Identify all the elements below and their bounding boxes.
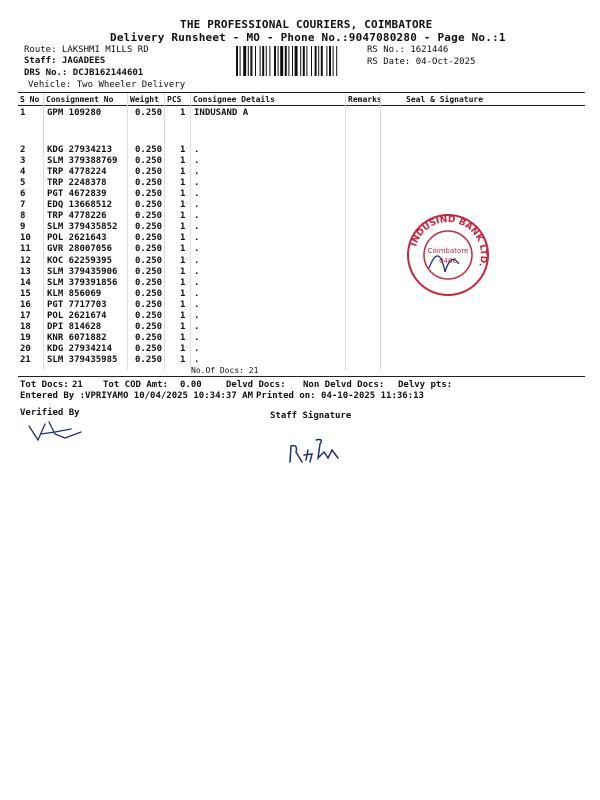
col-pcs: PCS [167,95,182,104]
row-consignee-details: . [194,189,200,200]
company-name: THE PROFESSIONAL COURIERS, COIMBATORE [180,18,433,31]
col-consignee: Consignee Details [193,95,275,104]
row-consignment-no: SLM 379435852 [47,222,118,233]
row-weight: 0.250 [135,233,163,244]
row-consignee-details: . [194,222,200,233]
row-pcs: 1 [180,343,186,354]
staff-label: Staff: JAGADEES [24,56,106,66]
table-row [0,108,600,119]
row-consignee-details: . [194,266,200,277]
row-consignee-details: . [194,200,200,211]
row-consignment-no: KNR 6071882 [47,332,107,343]
row-pcs: 1 [180,299,186,310]
row-consignment-no: PGT 4672839 [47,189,107,200]
table-row [0,300,600,311]
col-seal-signature: Seal & Signature [406,95,484,104]
row-consignee-details: . [194,244,200,255]
tot-cod-label: Tot COD Amt: [103,380,169,390]
table-bottom-rule [18,376,585,377]
row-consignee-details: . [194,310,200,321]
row-sno: 15 [20,288,31,299]
stamp-inner-text-1: Coimbatore [427,247,469,255]
row-sno: 19 [20,332,31,343]
row-weight: 0.250 [135,266,163,277]
row-weight: 0.250 [135,211,163,222]
row-consignee-details: . [194,277,200,288]
row-consignment-no: POL 2621643 [47,233,107,244]
row-consignee-details: . [194,233,200,244]
row-sno: 8 [20,211,26,222]
verified-by-label: Verified By [20,408,80,418]
row-weight: 0.250 [135,332,163,343]
row-consignment-no: KOC 62259395 [47,255,113,266]
row-consignment-no: SLM 379435906 [47,266,118,277]
staff-signature-label: Staff Signature [270,411,352,421]
table-row [0,145,600,156]
col-consignment: Consignment No [46,95,114,104]
row-pcs: 1 [180,211,186,222]
row-consignment-no: PGT 7717703 [47,299,107,310]
row-sno: 13 [20,266,31,277]
row-consignment-no: KDG 27934214 [47,343,113,354]
row-pcs: 1 [180,222,186,233]
table-row [0,222,600,233]
row-pcs: 1 [180,354,186,365]
row-weight: 0.250 [135,277,163,288]
row-sno: 4 [20,167,26,178]
row-consignee-details: . [194,156,200,167]
row-pcs: 1 [180,178,186,189]
delvy-pts-label: Delvy pts: [398,380,453,390]
row-weight: 0.250 [135,145,163,155]
page-title: Delivery Runsheet - MO - Phone No.:9047080280 - Page No.:1 [110,31,506,44]
table-row [0,333,600,344]
row-consignee-details: INDUSAND A [194,108,249,118]
row-weight: 0.250 [135,255,163,266]
row-sno: 21 [20,354,31,365]
row-consignee-details: . [194,343,200,354]
row-consignment-no: DPI 814628 [47,321,102,332]
row-pcs: 1 [180,310,186,321]
table-row [0,233,600,244]
row-weight: 0.250 [135,343,163,354]
staff-signature [284,434,354,468]
row-weight: 0.250 [135,167,163,178]
table-row [0,256,600,267]
entered-by: Entered By :VPRIYAMO 10/04/2025 10:34:37 AM [20,391,253,401]
row-weight: 0.250 [135,200,163,211]
row-consignee-details: . [194,332,200,343]
row-sno: 9 [20,222,26,233]
row-consignment-no: SLM 379391856 [47,277,118,288]
row-sno: 10 [20,233,31,244]
row-weight: 0.250 [135,310,163,321]
row-pcs: 1 [180,244,186,255]
row-consignee-details: . [194,145,200,155]
tot-docs-value: 21 [72,380,83,390]
row-pcs: 1 [180,321,186,332]
row-sno: 3 [20,156,26,167]
row-weight: 0.250 [135,321,163,332]
row-consignee-details: . [194,321,200,332]
row-consignment-no: GVR 28007056 [47,244,113,255]
col-sno: S No [20,95,40,104]
header-bottom-rule [18,105,585,106]
row-pcs: 1 [180,108,186,118]
row-consignment-no: TRP 4778224 [47,167,107,178]
row-sno: 1 [20,108,26,118]
row-weight: 0.250 [135,178,163,189]
row-sno: 18 [20,321,31,332]
row-weight: 0.250 [135,288,163,299]
row-sno: 20 [20,343,31,354]
rs-date: RS Date: 04-Oct-2025 [367,57,476,67]
no-of-docs: No.Of Docs: 21 [191,366,259,375]
table-row [0,355,600,366]
row-pcs: 1 [180,145,186,155]
table-row [0,311,600,322]
stamp-inner-text-2: 0406 [439,257,457,265]
row-pcs: 1 [180,167,186,178]
row-consignee-details: . [194,167,200,178]
row-sno: 16 [20,299,31,310]
row-consignee-details: . [194,299,200,310]
table-row [0,200,600,211]
delvd-docs-label: Delvd Docs: [226,380,286,390]
row-pcs: 1 [180,233,186,244]
table-row [0,278,600,289]
row-consignment-no: SLM 379388769 [47,156,118,167]
row-consignment-no: TRP 2248378 [47,178,107,189]
row-pcs: 1 [180,255,186,266]
row-consignee-details: . [194,288,200,299]
row-pcs: 1 [180,288,186,299]
row-sno: 11 [20,244,31,255]
row-consignee-details: . [194,211,200,222]
row-sno: 12 [20,255,31,266]
row-consignment-no: KLM 856069 [47,288,102,299]
row-consignee-details: . [194,178,200,189]
table-row [0,322,600,333]
rs-number: RS No.: 1621446 [367,45,449,55]
row-sno: 17 [20,310,31,321]
row-pcs: 1 [180,277,186,288]
table-row [0,167,600,178]
row-pcs: 1 [180,189,186,200]
non-delvd-docs-label: Non Delvd Docs: [303,380,385,390]
row-consignee-details: . [194,354,200,365]
row-pcs: 1 [180,200,186,211]
row-weight: 0.250 [135,108,163,118]
row-weight: 0.250 [135,189,163,200]
table-row [0,178,600,189]
vehicle-label: Vehicle: Two Wheeler Delivery [28,80,186,90]
row-consignment-no: KDG 27934213 [47,145,113,155]
row-pcs: 1 [180,156,186,167]
row-sno: 5 [20,178,26,189]
table-row [0,244,600,255]
table-row [0,211,600,222]
row-weight: 0.250 [135,222,163,233]
row-consignee-details: . [194,255,200,266]
header-top-rule [18,92,585,93]
table-row [0,289,600,300]
row-sno: 2 [20,145,26,155]
table-row [0,189,600,200]
route-label: Route: LAKSHMI MILLS RD [24,45,149,55]
tot-docs-label: Tot Docs: [20,380,69,390]
tot-cod-value: 0.00 [180,380,202,390]
table-row [0,156,600,167]
row-consignment-no: EDQ 13668512 [47,200,113,211]
col-remarks: Remarks [348,95,382,104]
table-row [0,344,600,355]
row-consignment-no: SLM 379435985 [47,354,118,365]
row-weight: 0.250 [135,156,163,167]
col-weight: Weight [130,95,159,104]
row-weight: 0.250 [135,299,163,310]
verifier-signature [25,418,95,446]
row-weight: 0.250 [135,244,163,255]
bank-stamp [405,212,491,298]
stamp-ring-text: INDUSIND BANK LTD. [409,214,489,269]
printed-on: Printed on: 04-10-2025 11:36:13 [256,391,424,401]
row-sno: 7 [20,200,26,211]
row-consignment-no: GPM 109280 [47,108,102,118]
drs-number: DRS No.: DCJB162144601 [24,68,144,78]
row-consignment-no: TRP 4778226 [47,211,107,222]
barcode-image [236,46,364,76]
table-row [0,267,600,278]
row-sno: 6 [20,189,26,200]
row-pcs: 1 [180,266,186,277]
row-pcs: 1 [180,332,186,343]
row-sno: 14 [20,277,31,288]
row-weight: 0.250 [135,354,163,365]
row-consignment-no: POL 2621674 [47,310,107,321]
